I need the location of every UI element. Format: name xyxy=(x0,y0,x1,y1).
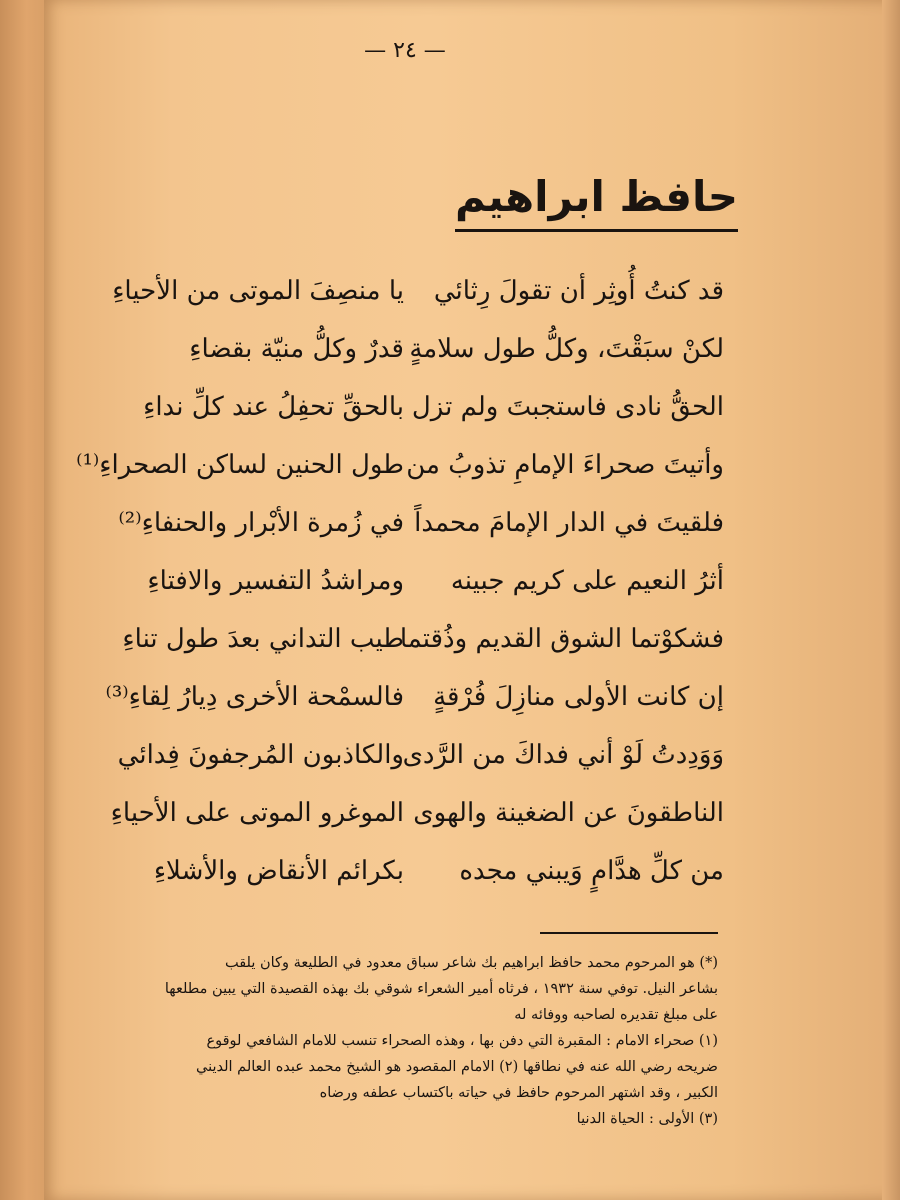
footnote-line: على مبلغ تقديره لصاحبه ووفائه له xyxy=(514,1007,718,1023)
poem-couplet xyxy=(84,552,724,610)
couplet-second-hemistich: والكاذبون المُرجفونَ فِدائي xyxy=(117,740,404,770)
page-edge xyxy=(882,0,900,1200)
page-number: — ٢٤ — xyxy=(364,38,446,63)
couplet-second-hemistich: ومراشدُ التفسير والافتاءِ xyxy=(147,566,404,596)
footnote-line: (١) صحراء الامام : المقبرة التي دفن بها ، وهذه الصحراء تنسب للامام الشافعي لوقوع xyxy=(206,1033,718,1049)
couplet-first-hemistich: أثرُ النعيم على كريم جبينه xyxy=(450,566,724,596)
couplet-first-hemistich: لكنْ سبَقْتَ، وكلُّ طول سلامةٍ xyxy=(409,334,724,364)
poem-couplet xyxy=(84,262,724,320)
footnote-line: (٣) الأولى : الحياة الدنيا xyxy=(576,1111,718,1127)
poem-couplet xyxy=(84,378,724,436)
footnote-line: الكبير ، وقد اشتهر المرحوم حافظ في حياته باكتساب عطفه ورضاه xyxy=(319,1085,718,1101)
couplet-first-hemistich: قد كنتُ أُوثِر أن تقولَ رِثائي xyxy=(433,276,724,306)
poem-couplet xyxy=(84,494,724,552)
couplet-second-hemistich: بالحقِّ تحفِلُ عند كلِّ نداءِ xyxy=(143,392,404,422)
couplet-second-hemistich: الموغرو الموتى على الأحياءِ xyxy=(110,798,404,828)
footnotes xyxy=(78,950,718,1132)
couplet-second-hemistich: قدرٌ وكلُّ منيّة بقضاءِ xyxy=(189,334,404,364)
couplet-first-hemistich: فلقيتَ في الدار الإمامَ محمداً xyxy=(414,508,724,538)
footnote-line: (*) هو المرحوم محمد حافظ ابراهيم بك شاعر سباق معدود في الطليعة وكان يلقب xyxy=(224,955,718,971)
poem-couplet xyxy=(84,842,724,900)
poem-couplet xyxy=(84,784,724,842)
poem-couplet xyxy=(84,320,724,378)
couplet-second-hemistich: طيب التداني بعدَ طول تناءِ xyxy=(122,624,404,654)
poem-body xyxy=(76,262,724,900)
couplet-second-hemistich: في زُمرة الأبْرار والحنفاءِ⁽²⁾ xyxy=(118,508,404,538)
couplet-second-hemistich: فالسمْحة الأخرى دِيارُ لِقاءِ⁽³⁾ xyxy=(105,682,404,712)
couplet-second-hemistich: بكرائم الأنقاض والأشلاءِ xyxy=(153,856,404,886)
book-spine-shadow xyxy=(0,0,44,1200)
poem-couplet xyxy=(84,668,724,726)
couplet-first-hemistich: الناطقونَ عن الضغينة والهوى xyxy=(413,798,724,828)
couplet-first-hemistich: وَوَدِدتُ لَوْ أني فداكَ من الرَّدى xyxy=(402,740,724,770)
couplet-first-hemistich: الحقُّ نادى فاستجبتَ ولم تزل xyxy=(411,392,724,422)
footnote-divider xyxy=(540,932,718,934)
couplet-first-hemistich: من كلِّ هدَّامٍ وَيبني مجده xyxy=(459,856,724,886)
poem-couplet xyxy=(84,726,724,784)
couplet-second-hemistich: طول الحنين لساكن الصحراءِ⁽¹⁾ xyxy=(76,450,404,480)
couplet-second-hemistich: يا منصِفَ الموتى من الأحياءِ xyxy=(112,276,404,306)
couplet-first-hemistich: إن كانت الأولى منازِلَ فُرْقةٍ xyxy=(433,682,724,712)
footnote-line: ضريحه رضي الله عنه في نطاقها (٢) الامام المقصود هو الشيخ محمد عبده العالم الديني xyxy=(196,1059,718,1075)
poem-title: حافظ ابراهيم xyxy=(455,172,738,232)
poem-couplet xyxy=(84,610,724,668)
couplet-first-hemistich: فشكوْتما الشوق القديم وذُقتما xyxy=(399,624,724,654)
poem-couplet xyxy=(76,436,724,494)
footnote-line: بشاعر النيل. توفي سنة ١٩٣٢ ، فرثاه أمير الشعراء شوقي بك بهذه القصيدة التي يبين مطلعها xyxy=(164,981,718,997)
couplet-first-hemistich: وأتيتَ صحراءَ الإمامِ تذوبُ من xyxy=(406,450,724,480)
